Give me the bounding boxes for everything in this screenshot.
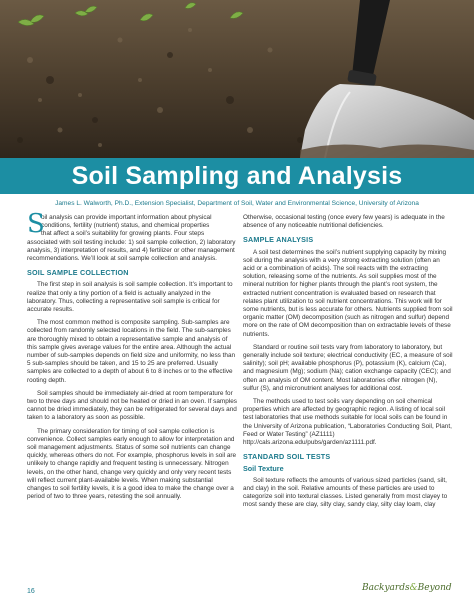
backyards-beyond-logo bbox=[362, 583, 452, 593]
paragraph: The first step in soil analysis is soil sample collection. It’s important to realize that only a tiny portion of a field is actually analyzed in the laboratory. Thus, collecting a representative soil sample is critical for accurate results. bbox=[27, 281, 233, 314]
hero-photo bbox=[0, 0, 474, 158]
page-number: 16 bbox=[27, 588, 35, 595]
leaf-icon: & bbox=[409, 583, 418, 593]
paragraph: Soil samples should be immediately air-dried at room temperature for two to three days and should not be heated or dried in an oven. If samples cannot be dried immediately, they can be refrigerated for several days and taken to a laboratory as soon as possible. bbox=[27, 389, 237, 422]
hero-illustration bbox=[0, 0, 474, 158]
right-column bbox=[243, 214, 453, 515]
drop-cap: S bbox=[27, 209, 45, 239]
left-column bbox=[27, 209, 237, 507]
title-band bbox=[0, 158, 474, 194]
heading-standard-soil-tests: STANDARD SOIL TESTS bbox=[243, 452, 331, 462]
intro-line-1: oil analysis can provide important information about physical bbox=[41, 214, 212, 221]
paragraph: The most common method is composite sampling. Sub-samples are collected from randomly selected locations in the field. The sub-samples are thoroughly mixed to obtain a representative sample and analysis of this sample gives average values for the entire area. Although the actual number of sub-samples depends on field size and uniformity, no less than 5 sub-samples should be taken, and 15 to 25 are preferred. Usually samples are collected to a depth of about 6 to 8 inches or to the effective rooting depth. bbox=[27, 319, 236, 384]
paragraph: The primary consideration for timing of soil sample collection is convenience. Collect samples early enough to allow for interpretation and soil management adjustments. Status of some soil nutrients can change quickly, whereas others do not. For example, phosphorus levels in soil are unlikely to change rapidly and frequent testing is unnecessary. Nitrogen levels, on the other hand, change very quickly and only very recent tests will reflect current plant-available levels. When making substantial changes to soil fertility levels, it is a good idea to make the change over a period of two to three years, retesting the soil annually. bbox=[27, 427, 237, 501]
intro-paragraph: associated with soil testing include: 1) soil sample collection, 2) laboratory analysis, 3) interpretation of results, and 4) fertilizer or other management recommendations. We’ll look at soil sample collection and analysis. bbox=[27, 238, 236, 263]
paragraph: A soil test determines the soil’s nutrient supplying capacity by mixing soil during the analysis with a very strong extracting solution (often an acid or a combination of acids). The soil reacts with the extracting solution, releasing some of the nutrients. As soil supplies most of the mineral nutrition for higher plants through the plant’s root system, the extracted nutrient concentration is evaluated based on research that relates plant utilization to soil nutrient concentrations. This work will for some nutrients, but is less accurate for others. Nutrients supplied from soil organic matter (OM) decomposition (such as nitrogen and sulfur) depend more on the rate of OM decomposition than on extractable levels of these nutrients. bbox=[243, 248, 453, 338]
paragraph: Standard or routine soil tests vary from laboratory to laboratory, but generally include soil texture; electrical conductivity (EC, a measure of soil salinity); soil pH; available phosphorus (P), potassium (K), calcium (Ca), and magnesium (Mg); sodium (Na); cation exchange capacity (CEC); and often an analysis of OM content. Most laboratories offer nitrogen (N), sulfur (S), and micronutrient analyses for additional cost. bbox=[243, 343, 453, 392]
intro-line-2: conditions, fertility (nutrient) status, and chemical properties bbox=[41, 222, 210, 230]
logo-text-left: Backyards bbox=[362, 583, 410, 593]
heading-soil-sample-collection: SOIL SAMPLE COLLECTION bbox=[27, 268, 129, 278]
logo-text-right: Beyond bbox=[417, 583, 452, 593]
author-byline: James L. Walworth, Ph.D., Extension Specialist, Department of Soil, Water and Environmental Science, University of Arizona bbox=[55, 200, 419, 207]
heading-sample-analysis: SAMPLE ANALYSIS bbox=[243, 235, 314, 245]
paragraph: The methods used to test soils vary depending on soil chemical properties which are affected by geographic region. A listing of local soil test laboratories that use methods suitable for local soils can be found in the University of Arizona publication, “Laboratories Conducting Soil, Plant, Feed or Water Testing” (AZ1111) http://cals.arizona.edu/pubs/garden/az1111.pdf. bbox=[243, 398, 452, 447]
paragraph: Soil texture reflects the amounts of various sized particles (sand, silt, and clay) in the soil. Relative amounts of these particles are used to categorize soil into textural classes. Listed generally from most clayey to most sandy these are clay, silty clay, sandy clay, silty clay loam, clay bbox=[243, 476, 448, 509]
paragraph: Otherwise, occasional testing (once every few years) is adequate in the absence of any noticeable nutritional deficiencies. bbox=[243, 214, 445, 230]
subheading-soil-texture: Soil Texture bbox=[243, 464, 284, 474]
page-title: Soil Sampling and Analysis bbox=[71, 161, 403, 190]
intro-block bbox=[27, 209, 237, 239]
intro-line-3: that affect a soil’s suitability for growing plants. Four steps bbox=[41, 230, 205, 238]
